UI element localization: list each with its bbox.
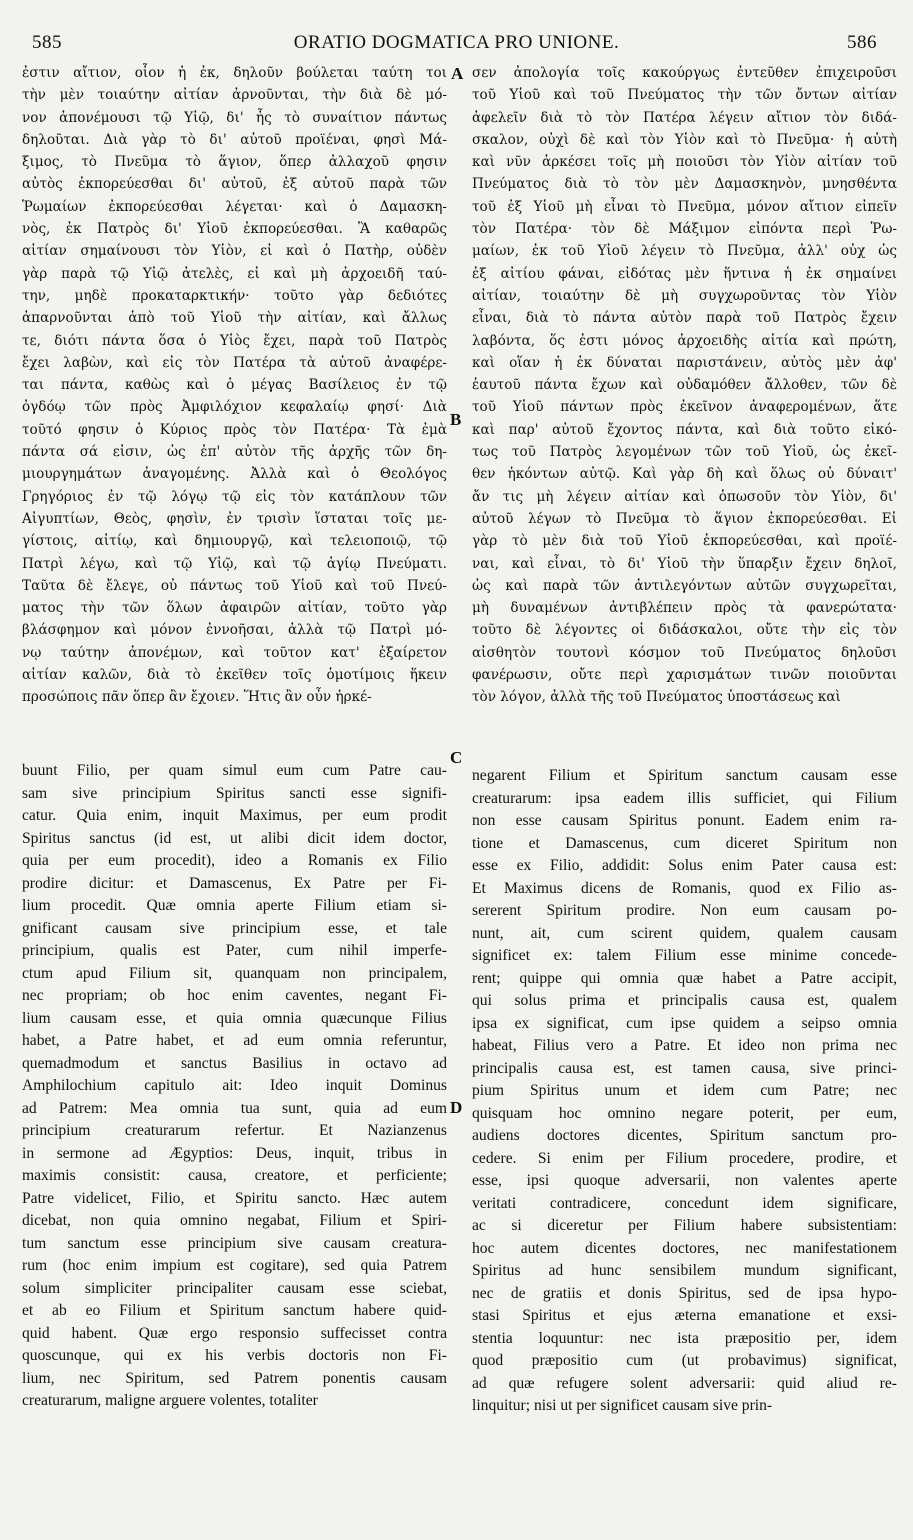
text-line: θεν ἡκόντων αὐτῷ. Καὶ γὰρ δὴ καὶ ὅλως οὐ δύναιτ' <box>472 466 897 483</box>
text-line: τὸν λόγον, ἀλλὰ τῆς τοῦ Πνεύματος ὑποστάσεως καὶ <box>472 689 841 706</box>
text-line: αἰσθητὸν τουτονὶ κόσμον τοῦ Πνεύματος δηλοῦσι <box>472 644 897 661</box>
text-line: σεν ἀπολογία τοῖς κακούργως ἐντεῦθεν ἐπιχειροῦσι <box>472 65 897 81</box>
text-line: et ab eo Filium et Spiritum sanctum habere quid- <box>22 1302 447 1319</box>
text-line: stentia loquuntur: nec ista præpositio per, idem <box>472 1329 897 1347</box>
text-line: stasi Spiritus et ejus æterna emanatione et exsi- <box>472 1307 897 1324</box>
text-line: qui solus prima et principalis causa est, qualem <box>472 992 897 1009</box>
text-line: τως τοῦ Πατρὸς λεγομένων τῶν τοῦ Υἱοῦ, ὡς ἐκεῖ- <box>472 444 897 461</box>
latin-column-left <box>22 760 447 1510</box>
text-line: linquitur; nisi ut per significet causam sive prin- <box>472 1397 773 1414</box>
text-line: βλάσφημον καὶ μόνον ἐννοῆσαι, ἀλλὰ τῷ Πατρὶ μό- <box>22 622 447 639</box>
text-line: dicebat, non quia omnino negabat, Filium et Spiri- <box>22 1212 447 1229</box>
page-number-left: 585 <box>32 32 62 53</box>
text-line: negarent Filium et Spiritum sanctum causam esse <box>472 767 897 784</box>
text-line: Γρηγόριος ἐν τῷ λόγῳ τῷ εἰς τὸν κατάπλουν τῶν <box>22 488 447 505</box>
running-title: ORATIO DOGMATICA PRO UNIONE. <box>293 32 620 53</box>
text-line: gnificant causam sive principium esse, et tale <box>22 919 447 937</box>
text-line: αἰτίαν, τοιαύτην δὲ μὴ συγχωροῦντας τὸν Υἱὸν <box>472 287 897 304</box>
text-line: ξιμος, τὸ Πνεῦμα τὸ ἅγιον, ὅπερ ἀλλαχοῦ φησιν <box>22 154 447 171</box>
text-line: maximis consistit: causa, creatore, et perficiente; <box>22 1167 447 1184</box>
text-line: Spiritus ad hunc sensibilem mundum significant, <box>472 1262 897 1279</box>
text-line: hoc autem dicentes doctores, nec manifestationem <box>472 1239 897 1257</box>
text-line: Αἰγυπτίων, Θεὸς, φησὶν, ἐν τρισὶν ἵσταται τοῖς με- <box>22 510 447 527</box>
text-line: ctum apud Filium sit, quanquam non principalem, <box>22 964 447 982</box>
text-line: rent; quippe qui omnia quæ habet a Patre accipit, <box>472 969 897 987</box>
text-line: nec propriam; ob hoc enim caventes, negant Fi- <box>22 987 447 1004</box>
page-number-right: 586 <box>847 32 877 53</box>
greek-column-left <box>22 62 447 740</box>
text-line: Amphilochium capitulo ait: Ideo inquit Dominus <box>22 1077 447 1094</box>
text-line: τὴν μὲν τοιαύτην αἰτίαν ἀρνοῦνται, τὴν διὰ δὲ μό- <box>22 87 447 104</box>
text-line: creaturarum, maligne arguere volentes, totaliter <box>22 1392 318 1409</box>
section-marker-c: C <box>450 748 463 767</box>
text-line: δηλοῦται. Διὰ γὰρ τὸ δι' αὐτοῦ προϊέναι, φησὶ Μά- <box>22 131 447 148</box>
text-line: quisquam hoc omnino negare poterit, per eum, <box>472 1104 897 1122</box>
text-line: νὸς, ἐκ Πατρὸς δι' Υἱοῦ ἐκπορεύεσθαι. Ἃ καθαρῶς <box>22 221 447 238</box>
text-line: ματος τὴν τῶν ὅλων ἀφαιρῶν αἰτίαν, τοῦτο γὰρ <box>22 600 447 617</box>
text-line: quia per eum procedit), ideo a Romanis ex Filio <box>22 852 447 869</box>
text-line: principalis causa est, est tamen causa, sive princi- <box>472 1059 897 1077</box>
text-line: Et Maximus dicens de Romanis, quod ex Filio as- <box>472 879 897 897</box>
text-line: Πατρὶ λέγω, καὶ τῷ Υἱῷ, καὶ τῷ ἁγίῳ Πνεύματι. <box>22 555 447 572</box>
section-marker-a: A <box>451 64 464 83</box>
text-line: principium, qualis est Pater, cum nihil imperfe- <box>22 942 447 959</box>
text-line: τε, διότι πάντα ὅσα ὁ Υἱὸς ἔχει, παρὰ τοῦ Πατρὸς <box>22 332 447 349</box>
text-line: τοῦτο δὲ λέγοντες οἱ διδάσκαλοι, οὔτε τὴν εἰς τὸν <box>472 622 897 639</box>
text-line: γίστοις, αἰτίῳ, καὶ δημιουργῷ, καὶ τελειοποιῷ, τῷ <box>22 533 447 550</box>
text-line: habet, a Patre habet, et ad eum omnia referuntur, <box>22 1032 447 1049</box>
text-line: γὰρ παρὰ τῷ Υἱῷ ἀτελὲς, εἰ καὶ μὴ ἀρχοειδῆ ταύ- <box>22 265 447 282</box>
text-line: significet ex: talem Filium esse minime concede- <box>472 947 897 964</box>
text-line: pium Spiritus unum et idem cum Patre; nec <box>472 1082 897 1099</box>
text-line: ἔχει λαβὼν, καὶ εἰς τὸν Πατέρα τὰ αὐτοῦ ἀναφέρε- <box>22 354 447 371</box>
text-line: εἶναι, διὰ τὸ πάντα αὐτὸν παρὰ τοῦ Πατρὸς ἔχειν <box>472 310 897 327</box>
text-line: αἰτίαν καλῶν, διὰ τὸ ἐκεῖθεν τοῖς ὁμοτίμοις ἥκειν <box>22 667 447 684</box>
text-line: ac si diceretur per Filium habere subsistentiam: <box>472 1217 897 1234</box>
text-line: γὰρ τὸ μὲν διὰ τοῦ Υἱοῦ ἐκπορεύεσθαι, καὶ προϊέ- <box>472 533 897 550</box>
text-line: habeat, Filius vero a Patre. Et ideo non prima nec <box>472 1037 897 1054</box>
text-line: Patre videlicet, Filio, et Spiritu sancto. Hæc autem <box>22 1189 447 1207</box>
text-line: tum sanctum esse principium sive causam creatura- <box>22 1234 447 1252</box>
text-line: τοῦ ἐξ Υἱοῦ μὴ εἶναι τὸ Πνεῦμα, μόνον αἴτιον εἰπεῖν <box>472 198 897 215</box>
text-line: φανέρωσιν, οὔτε περὶ χαρισμάτων τινῶν ποιοῦνται <box>472 667 897 684</box>
text-line: προσώποις πᾶν ὅπερ ἂν ἔχοιεν. Ἥτις ἂν οὖν ἠρκέ- <box>22 689 372 706</box>
text-line: in sermone ad Ægyptios: Deus, inquit, tribus in <box>22 1144 447 1162</box>
text-line: πάντα σά εἰσιν, ὡς ἐπ' αὐτὸν τῆς ἀρχῆς τῶν δη- <box>22 444 447 461</box>
text-line: veritati contradicere, concedunt idem significare, <box>472 1194 897 1212</box>
text-line: quoscunque, qui ex his verbis doctoris non Fi- <box>22 1347 447 1364</box>
text-line: principium creaturarum refertur. Et Nazianzenus <box>22 1122 447 1139</box>
text-line: quemadmodum et sanctus Basilius in octavo ad <box>22 1054 447 1072</box>
text-line: quod præpositio cum (ut probavimus) significat, <box>472 1352 897 1369</box>
greek-column-right <box>472 62 897 740</box>
text-line: prodire dicitur: et Damascenus, Ex Patre per Fi- <box>22 874 447 892</box>
text-line: μιουργημάτων ἀναγομένης. Ἀλλὰ καὶ ὁ Θεολόγος <box>22 466 447 483</box>
section-marker-d: D <box>450 1098 463 1117</box>
text-line: καὶ οἵαν ἡ ἐκ δύναται παριστάνειν, αὐτὸς μὲν ἀφ' <box>472 354 897 371</box>
text-line: μὴ δυναμένων ἀντιβλέπειν πρὸς τὰ φανερώτατα· <box>472 600 897 617</box>
text-line: ὡς καὶ παρὰ τῶν ἀντιλεγόντων αὐτῶν συγχωρεῖται, <box>472 577 897 594</box>
text-line: ται πάντα, καθὼς καὶ ὁ μέγας Βασίλειος ἐν τῷ <box>22 377 447 394</box>
text-line: τοῦ Υἱοῦ πάντων πρὸς ἐκεῖνον ἀναφερομένων, ἅτε <box>472 399 897 416</box>
section-marker-b: B <box>450 410 462 429</box>
text-line: καὶ νῦν ἀρκέσει τοῖς μὴ ποιοῦσι τὸν Υἱὸν αἰτίαν τοῦ <box>472 154 897 171</box>
text-line: audiens doctores dicentes, Spiritum sanctum pro- <box>472 1127 897 1144</box>
page-header <box>22 32 891 60</box>
text-line: τοῦ Υἱοῦ καὶ τοῦ Πνεύματος τὴν τῶν ὄντων αἰτίαν <box>472 87 897 104</box>
text-line: buunt Filio, per quam simul eum cum Patre cau- <box>22 762 447 779</box>
text-line: nunt, ait, cum scirent quidem, qualem causam <box>472 924 897 942</box>
text-line: non esse causam Spiritus ponunt. Eadem enim ra- <box>472 812 897 829</box>
text-line: αἰτίαν σημαίνουσι τὸν Υἱὸν, εἰ καὶ ὁ Πατὴρ, οὐδὲν <box>22 243 447 260</box>
text-line: ἀπαρνοῦνται ἀπὸ τοῦ Υἱοῦ τὴν αἰτίαν, καὶ ἄλλως <box>22 310 447 327</box>
text-line: ἑαυτοῦ πάντα ἔχων καὶ οὐδαμόθεν ἄλλοθεν, τῶν δὲ <box>472 377 897 394</box>
text-line: ἐξ αἰτίου φάναι, εἰδότας μὲν ἥντινα ἡ ἐκ σημαίνει <box>472 265 897 282</box>
text-line: καὶ παρ' αὐτοῦ ἔχοντος πάντα, καὶ διὰ τοῦτο εἰκό- <box>472 421 897 438</box>
text-line: λαβόντα, ὅς ἐστι μόνος ἀρχοειδὴς αἰτία καὶ πρώτη, <box>472 332 897 349</box>
text-line: ἀφελεῖν διὰ τὸ τὸν Πατέρα λέγειν αἴτιον τὸν διδά- <box>472 109 897 126</box>
text-line: quid habent. Quæ ergo responsio suffecisset contra <box>22 1324 447 1342</box>
text-line: catur. Quia enim, inquit Maximus, per eum prodit <box>22 807 447 824</box>
text-line: μαίων, ἐκ τοῦ Υἱοῦ λέγειν τὸ Πνεῦμα, ἀλλ' οὐχ ὡς <box>472 243 897 260</box>
text-line: νον ἀπονέμουσι τῷ Υἱῷ, δι' ἧς τὸ συναίτιον πάντως <box>22 109 447 126</box>
text-line: σκαλον, οὐχὶ δὲ καὶ τὸν Υἱὸν καὶ τὸ Πνεῦμα· ἡ αὐτὴ <box>472 131 897 148</box>
text-line: creaturarum: ipsa eadem illis sufficiet, qui Filium <box>472 789 897 807</box>
text-line: ad quæ refugere solent adversarii: quid aliud re- <box>472 1374 897 1392</box>
text-line: lium procedit. Quæ omnia aperte Filium etiam si- <box>22 897 447 914</box>
text-line: τὸν Πατέρα· τὸν δὲ Μάξιμον εἰπόντα περὶ Ῥω- <box>472 221 897 238</box>
text-line: ὀγδόῳ τῶν πρὸς Ἀμφιλόχιον κεφαλαίῳ φησί· Διὰ <box>22 399 447 416</box>
text-line: ipsa ex significat, cum ipse quidem a seipso omnia <box>472 1014 897 1032</box>
text-line: nec de gratiis et donis Spiritus, sed de ipsa hypo- <box>472 1284 897 1302</box>
text-line: νῳ ταύτην ἀπονέμων, καὶ τοῦτον κατ' ἐξαίρετον <box>22 644 447 661</box>
text-line: ἄν τις μὴ λέγειν αἰτίαν καὶ ὁπωσοῦν τὸν Υἱὸν, δι' <box>472 488 897 505</box>
text-line: rum (hoc enim impium est cogitare), sed quia Patrem <box>22 1257 447 1274</box>
text-line: sam sive principium Spiritus sancti esse signifi- <box>22 784 447 802</box>
text-line: τοῦτό φησιν ὁ Κύριος πρὸς τὸν Πατέρα· Τὰ ἐμὰ <box>22 421 447 438</box>
text-line: sererent Spiritum prodire. Non eum causam po- <box>472 902 897 919</box>
text-line: lium, nec Spiritum, sed Patrem ponentis causam <box>22 1369 447 1387</box>
text-line: αὐτὸς ἐκπορεύεσθαι δι' αὐτοῦ, ἐξ αὐτοῦ παρὰ τῶν <box>22 176 447 193</box>
text-line: esse, ipsi quoque adversarii, non valentes aperte <box>472 1172 897 1189</box>
text-line: Πνεύματος διὰ τὸ τὸν μὲν Δαμασκηνὸν, μνησθέντα <box>472 176 897 193</box>
text-line: Ταῦτα δὲ ἔλεγε, οὐ πάντως τοῦ Υἱοῦ καὶ τοῦ Πνεύ- <box>22 577 447 594</box>
text-line: lium causam esse, et quia omnia quæcunque Filius <box>22 1009 447 1027</box>
text-line: ἐστιν αἴτιον, οἷον ἡ ἐκ, δηλοῦν βούλεται ταύτη τοι <box>22 65 447 81</box>
text-line: Ῥωμαίων ἐκπορεύεσθαι λέγεται· καὶ ὁ Δαμασκη- <box>22 198 447 215</box>
text-line: solum simpliciter principaliter causam esse sciebat, <box>22 1279 447 1297</box>
latin-column-right <box>472 765 897 1515</box>
text-line: tione et Damascenus, cum diceret Spiritum non <box>472 834 897 852</box>
text-line: ad Patrem: Mea omnia tua sunt, quia ad eum <box>22 1099 447 1117</box>
text-line: esse ex Filio, addidit: Solus enim Pater causa est: <box>472 857 897 874</box>
text-line: cedere. Si enim per Filium procedere, prodire, et <box>472 1149 897 1167</box>
text-line: Spiritus sanctus (id est, ut alibi dicit idem doctor, <box>22 829 447 847</box>
text-line: την, μηδὲ προκαταρκτικήν· τοῦτο γὰρ δεδιότες <box>22 287 447 304</box>
text-line: αὐτοῦ λέγων τὸ Πνεῦμα τὸ ἅγιον ἐκπορεύεσθαι. Εἰ <box>472 510 897 527</box>
text-line: ναι, καὶ εἶναι, τὸ δι' Υἱοῦ τὴν ὕπαρξιν ἔχειν δηλοῖ, <box>472 555 897 572</box>
